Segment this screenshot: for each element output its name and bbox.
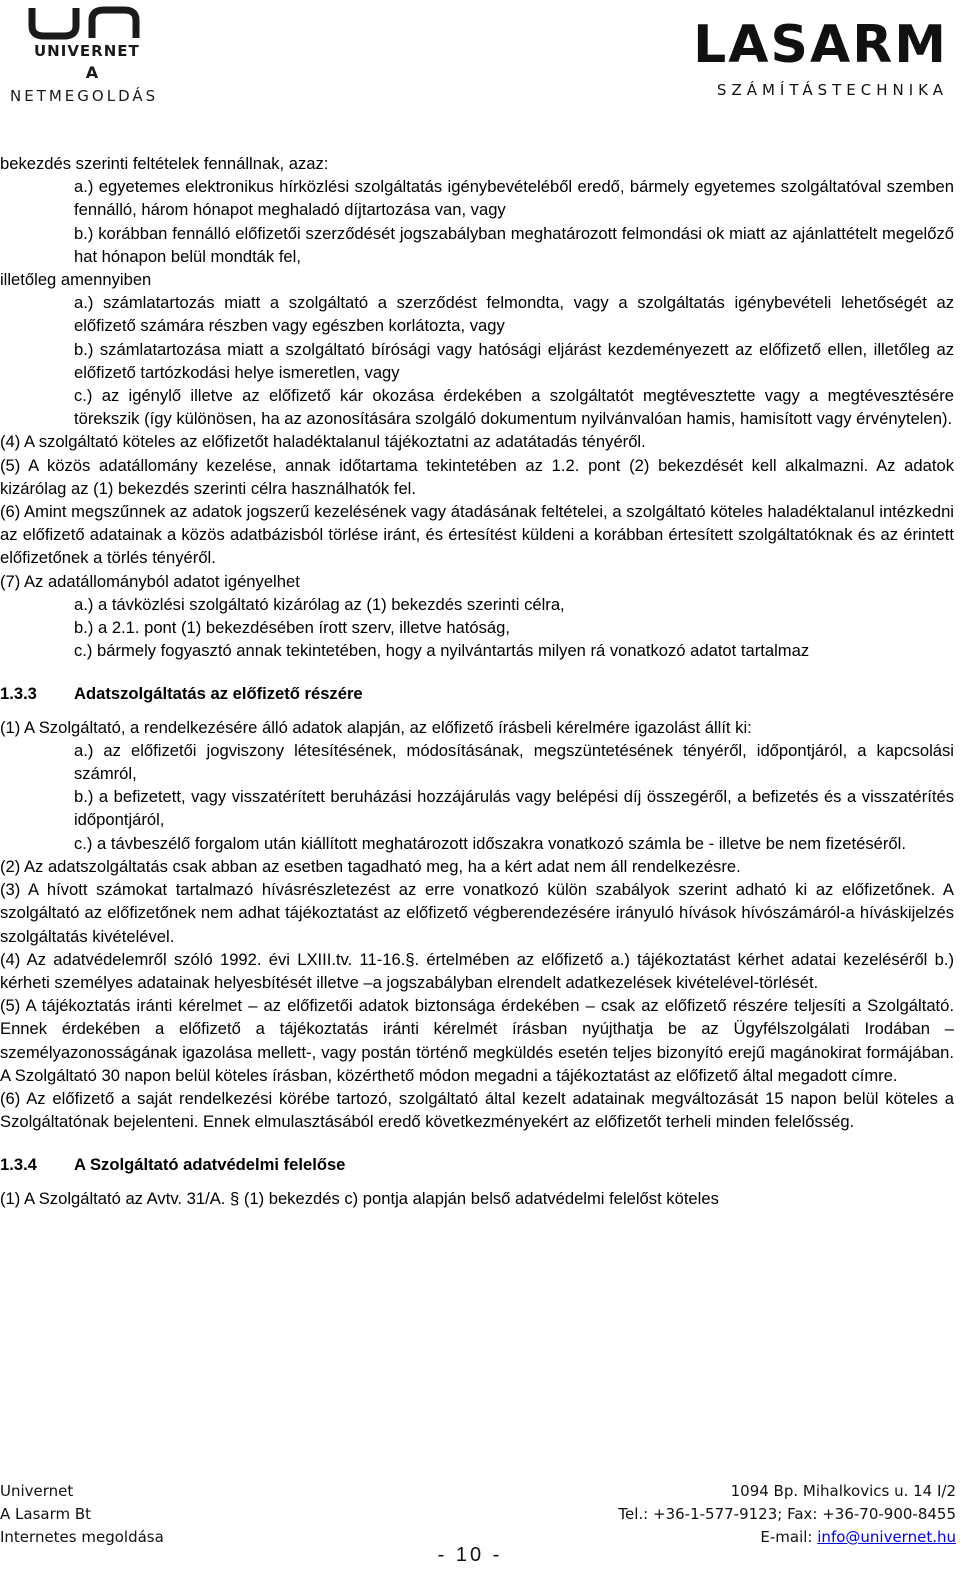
svg-text:NETMEGOLDÁS: NETMEGOLDÁS [10, 87, 159, 104]
paragraph: (1) A Szolgáltató, a rendelkezésére álló adatok alapján, az előfizető írásbeli kérelmére igazolást állít ki: [0, 717, 752, 737]
svg-text:LASARM: LASARM [693, 15, 948, 75]
section-title: Adatszolgáltatás az előfizető részére [74, 684, 363, 704]
footer-email-label: E-mail: [760, 1528, 818, 1546]
list-item: a.) egyetemes elektronikus hírközlési szolgáltatás igénybevételéből eredő, bármely egyetemes szolgáltatóval szemben fennálló, három hónapot meghaladó díjtartozása van, vagy [74, 177, 954, 220]
paragraph: (6) Az előfizető a saját rendelkezési körébe tartozó, szolgáltató által kezelt adatainak megváltozását 15 napon belül köteles a Szolgáltatónak bejelenteni. Ennek elmulasztásából eredő következményekért az előfizetőt terheli minden felelősség. [0, 1088, 954, 1132]
svg-text:A: A [85, 63, 99, 82]
footer-company-name: Univernet [0, 1482, 74, 1500]
footer-phone: Tel.: +36-1-577-9123; Fax: +36-70-900-8455 [618, 1505, 956, 1523]
svg-text:SZÁMÍTÁSTECHNIKA: SZÁMÍTÁSTECHNIKA [716, 81, 948, 99]
univernet-logo [6, 4, 196, 104]
footer-address: 1094 Bp. Mihalkovics u. 14 I/2 [730, 1482, 956, 1500]
paragraph: (2) Az adatszolgáltatás csak abban az esetben tagadható meg, ha a kért adat nem áll rendelkezésre. [0, 856, 741, 876]
list-item: c.) bármely fogyasztó annak tekintetében, hogy a nyilvántartás milyen rá vonatkozó adatot tartalmaz [74, 641, 810, 661]
section-heading-1-3-3 [0, 682, 954, 705]
section-number: 1.3.3 [0, 684, 37, 704]
svg-text:UNIVERNET: UNIVERNET [34, 42, 140, 60]
list-item: a.) a távközlési szolgáltató kizárólag az (1) bekezdés szerinti célra, [74, 594, 565, 614]
footer-company-tagline: Internetes megoldása [0, 1528, 164, 1546]
paragraph: (7) Az adatállományból adatot igényelhet [0, 571, 300, 591]
paragraph: (3) A hívott számokat tartalmazó hívásrészletezést az erre vonatkozó külön szabályok szerint adható ki az előfizetőnek. A szolgáltató az előfizetőnek nem adhat tájékoztatást az előfizető végberendezésére irányuló hívások hívószámáról-a híváskijelzés szolgáltatás kivételével. [0, 880, 954, 946]
list-item: c.) a távbeszélő forgalom után kiállított meghatározott időszakra vonatkozó számla be - illetve be nem fizetéséről. [74, 833, 906, 853]
document-body [0, 152, 954, 1210]
page-footer [0, 1480, 960, 1570]
section-number: 1.3.4 [0, 1155, 37, 1175]
paragraph: (5) A tájékoztatás iránti kérelmet – az előfizetői adatok biztonsága érdekében – csak az előfizető részére teljesíti a Szolgáltató. Ennek érdekében a előfizető a tájékoztatás iránti kérelmét írásban nyújthatja be az Ügyfélszolgálati Irodában –személyazonosságának igazolása mellett-, vagy postán történő megküldés esetén teljes bizonyító erejű magánokirat formájában. A Szolgáltató 30 napon belül köteles írásban, közérthető módon megadni a tájékoztatást az előfizető által megadott címre. [0, 996, 954, 1085]
paragraph: (5) A közös adatállomány kezelése, annak időtartama tekintetében az 1.2. pont (2) bekezdését kell alkalmazni. Az adatok kizárólag az (1) bekezdés szerinti célra használhatók fel. [0, 455, 954, 498]
list-item: b.) számlatartozása miatt a szolgáltató bírósági vagy hatósági eljárást kezdeményezett az előfizető ellen, illetőleg az előfizető tartózkodási helye ismeretlen, vagy [74, 339, 954, 382]
page-number: - 10 - [437, 1544, 503, 1566]
list-item: c.) az igénylő illetve az előfizető kár okozása érdekében a szolgáltatót megtévesztette vagy a megtévesztésére törekszik (így különösen, ha az azonosítására szolgáló dokumentum nyilvánvalóan hamis, hamisított vagy érvénytelen). [74, 386, 954, 429]
list-item: b.) a befizetett, vagy visszatérített beruházási hozzájárulás vagy belépési díj összegéről, a befizetés és a visszatérítés időpontjáról, [74, 787, 954, 830]
paragraph: (1) A Szolgáltató az Avtv. 31/A. § (1) bekezdés c) pontja alapján belső adatvédelmi felelőst köteles [0, 1188, 719, 1208]
footer-company [0, 1480, 164, 1549]
paragraph: (4) Az adatvédelemről szóló 1992. évi LXIII.tv. 11-16.§. értelmében az előfizető a.) tájékoztatást kérhet adatai kezeléséről b.) kérheti személyes adatainak helyesbítését illetve –a jogszabályban elrendelt adatkezelések kivételével-törlését. [0, 949, 954, 992]
section-heading-1-3-4 [0, 1153, 954, 1176]
footer-email-link[interactable]: info@univernet.hu [817, 1528, 956, 1546]
footer-contact [618, 1480, 956, 1549]
list-item: b.) a 2.1. pont (1) bekezdésében írott szerv, illetve hatóság, [74, 618, 510, 638]
list-item: a.) az előfizetői jogviszony létesítésének, módosításának, megszüntetésének tényéről, időpontjáról, a kapcsolási számról, [74, 740, 954, 784]
section-title: A Szolgáltató adatvédelmi felelőse [74, 1155, 346, 1175]
list-item: b.) korábban fennálló előfizetői szerződését jogszabályban meghatározott felmondási ok miatt az ajánlattételt megelőző hat hónapon belül mondták fel, [74, 223, 954, 266]
footer-company-owner: A Lasarm Bt [0, 1505, 92, 1523]
paragraph: bekezdés szerinti feltételek fennállnak, azaz: [0, 154, 329, 173]
paragraph: illetőleg amennyiben [0, 270, 152, 290]
paragraph: (4) A szolgáltató köteles az előfizetőt haladéktalanul tájékoztatni az adatátadás tényéről. [0, 432, 646, 452]
list-item: a.) számlatartozás miatt a szolgáltató a szerződést felmondta, vagy a szolgáltatás igénybevételi lehetőségét az előfizető számára részben vagy egészben korlátozta, vagy [74, 293, 954, 336]
paragraph: (6) Amint megszűnnek az adatok jogszerű kezelésének vagy átadásának feltételei, a szolgáltató köteles haladéktalanul intézkedni az előfizető adatainak a közös adatbázisból törlése iránt, és értesítést küldeni a korábban értesített szolgáltatóknak és az érintett előfizetőnek a törlés tényéről. [0, 502, 954, 568]
lasarm-logo [656, 4, 956, 104]
